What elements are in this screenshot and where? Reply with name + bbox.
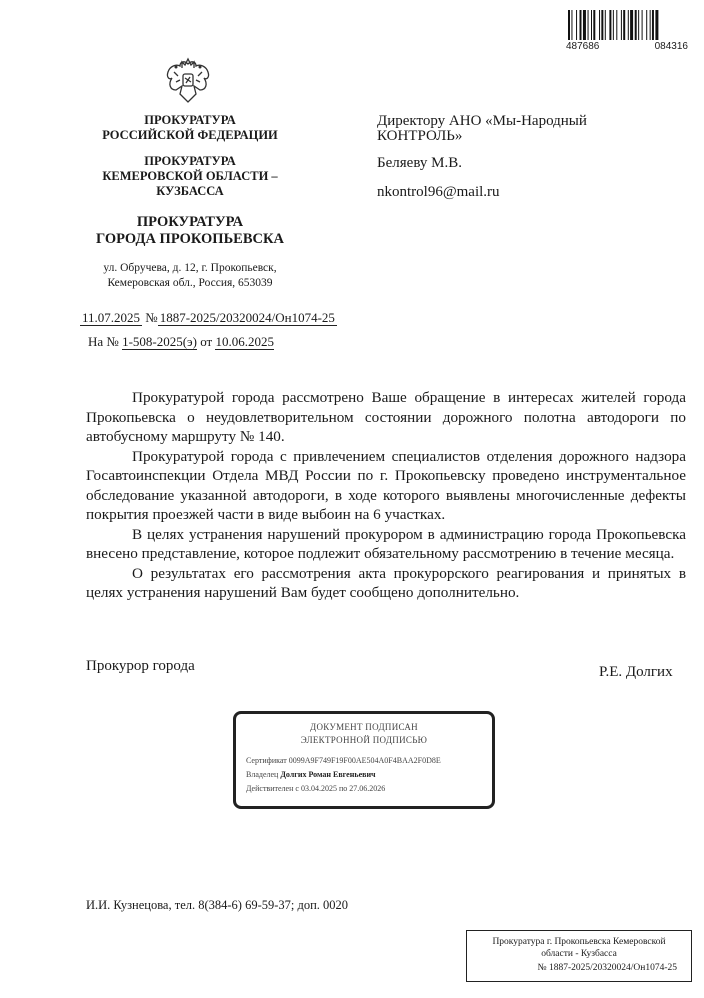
outgoing-registry-line — [80, 310, 380, 326]
answer-reference-line — [88, 334, 348, 350]
valid-to: 27.06.2026 — [349, 784, 386, 793]
body-paragraph: В целях устранения нарушений прокурором в администрацию города Прокопьевска внесено представление, которое подлежит обязательному рассмотрению в течение месяца. — [86, 525, 686, 562]
stamp-validity — [246, 784, 385, 793]
barcode-bar — [630, 10, 633, 40]
body-paragraph: О результатах его рассмотрения акта прокурорского реагирования и принятых в целях устранения нарушений Вам будет сообщено дополнительно. — [86, 564, 686, 601]
org-prokopyevsk-city — [90, 214, 290, 248]
barcode-bar — [638, 10, 639, 40]
recipient-name: Беляеву М.В. — [377, 155, 462, 171]
valid-from-label: с — [295, 784, 299, 793]
barcode-bar — [621, 10, 622, 40]
org-line: КЕМЕРОВСКОЙ ОБЛАСТИ – — [102, 169, 278, 183]
stamp-header: ЭЛЕКТРОННОЙ ПОДПИСЬЮ — [300, 735, 428, 745]
barcode-right-number: 084316 — [654, 41, 688, 52]
barcode-numbers — [566, 41, 688, 52]
outgoing-number: 1887-2025/20320024/Он1074-25 — [159, 310, 335, 325]
valid-label: Действителен — [246, 784, 294, 793]
body-paragraph: Прокуратурой города рассмотрено Ваше обращение в интересах жителей города Прокопьевска о неудовлетворительном состоянии дорожного полотна автодороги по автобусному маршруту № 140. — [86, 389, 686, 445]
address-line: ул. Обручева, д. 12, г. Прокопьевск, — [103, 262, 277, 274]
barcode-bar — [576, 10, 577, 40]
barcode-bar — [650, 10, 651, 40]
address-line: Кемеровская обл., Россия, 653039 — [107, 277, 273, 289]
barcode-bar — [591, 10, 592, 40]
barcode-bar — [642, 10, 643, 40]
answer-date: 10.06.2025 — [215, 334, 274, 349]
answer-prefix: На № — [88, 334, 119, 349]
letter-body — [86, 388, 686, 603]
barcode-bar — [593, 10, 595, 40]
barcode-bar — [580, 10, 582, 40]
number-prefix: № — [145, 310, 158, 325]
owner-label: Владелец — [246, 770, 279, 779]
org-line: КУЗБАССА — [156, 184, 224, 198]
barcode-bar — [613, 10, 614, 40]
barcode-bar — [605, 10, 606, 40]
stamp-owner — [246, 770, 376, 779]
org-line: ПРОКУРАТУРА — [136, 214, 244, 230]
regstamp-line: области - Кузбасса — [541, 949, 617, 959]
barcode-bar — [623, 10, 625, 40]
executor-contact: И.И. Кузнецова, тел. 8(384-6) 69-59-37; доп. 0020 — [86, 898, 349, 912]
recipient-organization: Директору АНО «Мы-Народный КОНТРОЛЬ» — [377, 113, 587, 144]
barcode-bar — [652, 10, 654, 40]
org-russian-federation — [100, 113, 280, 143]
barcode-bar — [609, 10, 611, 40]
barcode-bar — [588, 10, 589, 40]
barcode-bar — [583, 10, 586, 40]
barcode-bar — [571, 10, 572, 40]
signer-name: Р.Е. Долгих — [599, 664, 673, 680]
org-line: ПРОКУРАТУРА — [144, 113, 236, 127]
org-address — [90, 261, 290, 291]
regstamp-org — [467, 931, 691, 960]
stamp-header: ДОКУМЕНТ ПОДПИСАН — [310, 722, 418, 732]
outgoing-date: 11.07.2025 — [82, 310, 141, 325]
barcode — [568, 10, 686, 40]
barcode-bar — [616, 10, 617, 40]
regstamp-line: Прокуратура г. Прокопьевска Кемеровской — [492, 937, 666, 947]
stamp-certificate — [246, 756, 441, 765]
signer-position: Прокурор города — [86, 658, 195, 674]
double-headed-eagle-emblem-icon — [158, 50, 218, 110]
barcode-bar — [628, 10, 629, 40]
org-kemerovo-region — [90, 154, 290, 199]
owner-value: Долгих Роман Евгеньевич — [280, 770, 376, 779]
org-line: ГОРОДА ПРОКОПЬЕВСКА — [96, 231, 284, 247]
regstamp-number: № 1887-2025/20320024/Он1074-25 — [537, 963, 677, 973]
barcode-bar — [655, 10, 658, 40]
cert-value: 0099A9F749F19F00AE504A0F4BAA2F0D8E — [288, 756, 441, 765]
org-line: ПРОКУРАТУРА — [144, 154, 236, 168]
electronic-signature-stamp — [233, 711, 495, 809]
valid-to-label: по — [338, 784, 348, 793]
body-paragraph: Прокуратурой города с привлечением специалистов отделения дорожного надзора Госавтоинспекции Отдела МВД России по г. Прокопьевску проведено инструментальное обследование указанной автодороги, в ходе которого выявлены многочисленные дефекты покрытия проезжей части в виде выбоин на 6 участках. — [86, 447, 686, 523]
answer-from: от — [200, 334, 213, 349]
barcode-bar — [601, 10, 603, 40]
valid-from: 03.04.2025 — [300, 784, 337, 793]
barcode-bar — [599, 10, 600, 40]
barcode-bar — [568, 10, 570, 40]
barcode-left-number: 487686 — [566, 41, 600, 52]
recipient-email: nkontrol96@mail.ru — [377, 184, 500, 200]
cert-label: Сертификат — [246, 756, 287, 765]
answer-number: 1-508-2025(э) — [122, 334, 197, 349]
org-line: РОССИЙСКОЙ ФЕДЕРАЦИИ — [102, 128, 278, 142]
barcode-bar — [646, 10, 647, 40]
barcode-bar — [635, 10, 637, 40]
registration-stamp — [466, 930, 692, 982]
